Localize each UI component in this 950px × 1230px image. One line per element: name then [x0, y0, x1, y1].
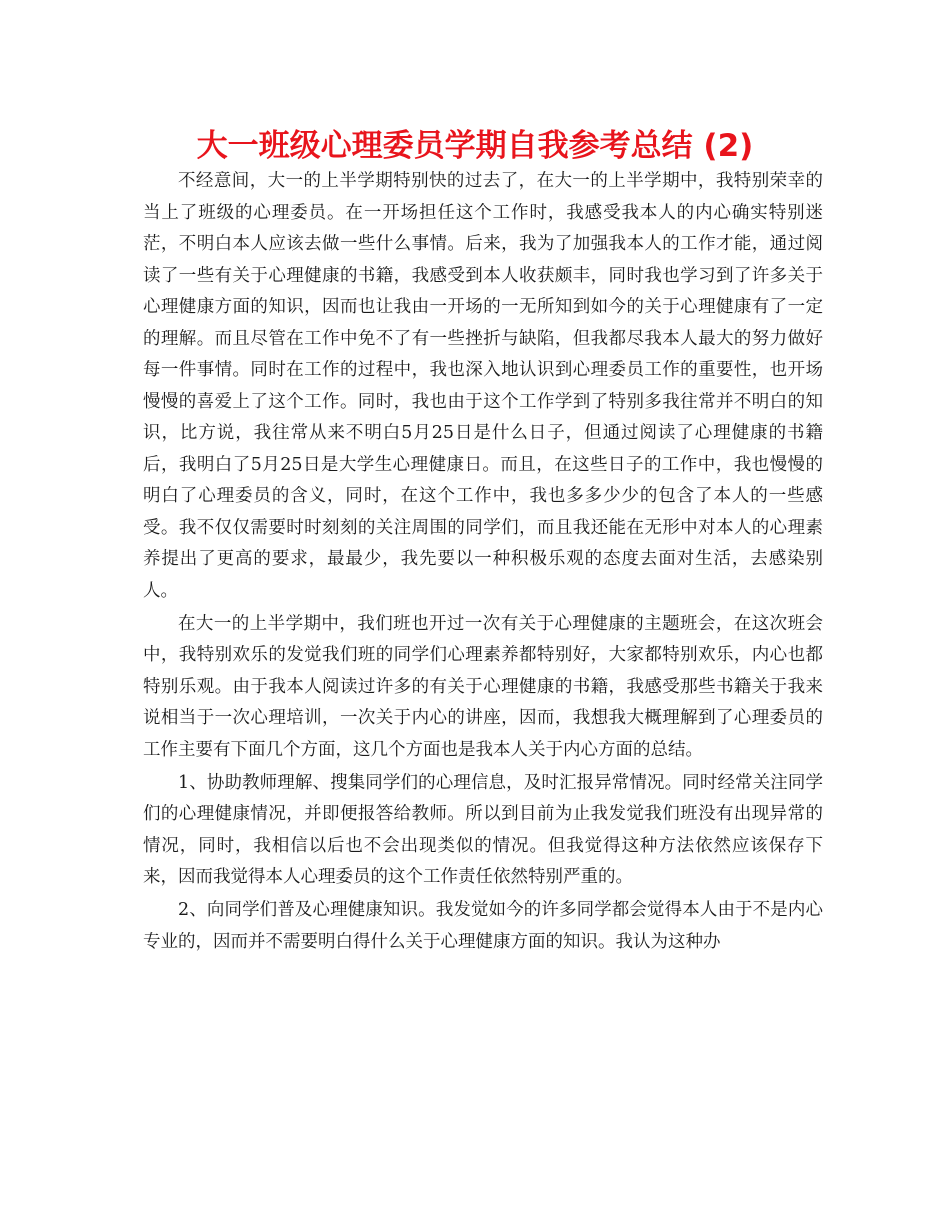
document-body [143, 166, 823, 960]
paragraph: 1、协助教师理解、搜集同学们的心理信息，及时汇报异常情况。同时经常关注同学们的心理健康情况，并即便报答给教师。所以到目前为止我发觉我们班没有出现异常的情况，同时，我相信以后也不会出现类似的情况。但我觉得这种方法依然应该保存下来，因而我觉得本人心理委员的这个工作责任依然特别严重的。 [143, 772, 823, 887]
paragraph: 在大一的上半学期中，我们班也开过一次有关于心理健康的主题班会，在这次班会中，我特别欢乐的发觉我们班的同学们心理素养都特别好，大家都特别欢乐，内心也都特别乐观。由于我本人阅读过许多的有关于心理健康的书籍，我感受那些书籍关于我来说相当于一次心理培训，一次关于内心的讲座，因而，我想我大概理解到了心理委员的工作主要有下面几个方面，这几个方面也是我本人关于内心方面的总结。 [143, 613, 823, 760]
document-title: 大一班级心理委员学期自我参考总结 (2) [196, 128, 754, 164]
paragraph: 不经意间，大一的上半学期特别快的过去了，在大一的上半学期中，我特别荣幸的当上了班级的心理委员。在一开场担任这个工作时，我感受我本人的内心确实特别迷茫，不明白本人应该去做一些什么事情。后来，我为了加强我本人的工作才能，通过阅读了一些有关于心理健康的书籍，我感受到本人收获颇丰，同时我也学习到了许多关于心理健康方面的知识，因而也让我由一开场的一无所知到如今的关于心理健康有了一定的理解。而且尽管在工作中免不了有一些挫折与缺陷，但我都尽我本人最大的努力做好每一件事情。同时在工作的过程中，我也深入地认识到心理委员工作的重要性，也开场慢慢的喜爱上了这个工作。同时，我也由于这个工作学到了特别多我往常并不明白的知识，比方说，我往常从来不明白5月25日是什么日子，但通过阅读了心理健康的书籍后，我明白了5月25日是大学生心理健康日。而且，在这些日子的工作中，我也慢慢的明白了心理委员的含义，同时，在这个工作中，我也多多少少的包含了本人的一些感受。我不仅仅需要时时刻刻的关注周围的同学们，而且我还能在无形中对本人的心理素养提出了更高的要求，最最少，我先要以一种积极乐观的态度去面对生活，去感染别人。 [143, 171, 823, 601]
paragraph: 2、向同学们普及心理健康知识。我发觉如今的许多同学都会觉得本人由于不是内心专业的，因而并不需要明白得什么关于心理健康方面的知识。我认为这种办 [143, 900, 823, 952]
